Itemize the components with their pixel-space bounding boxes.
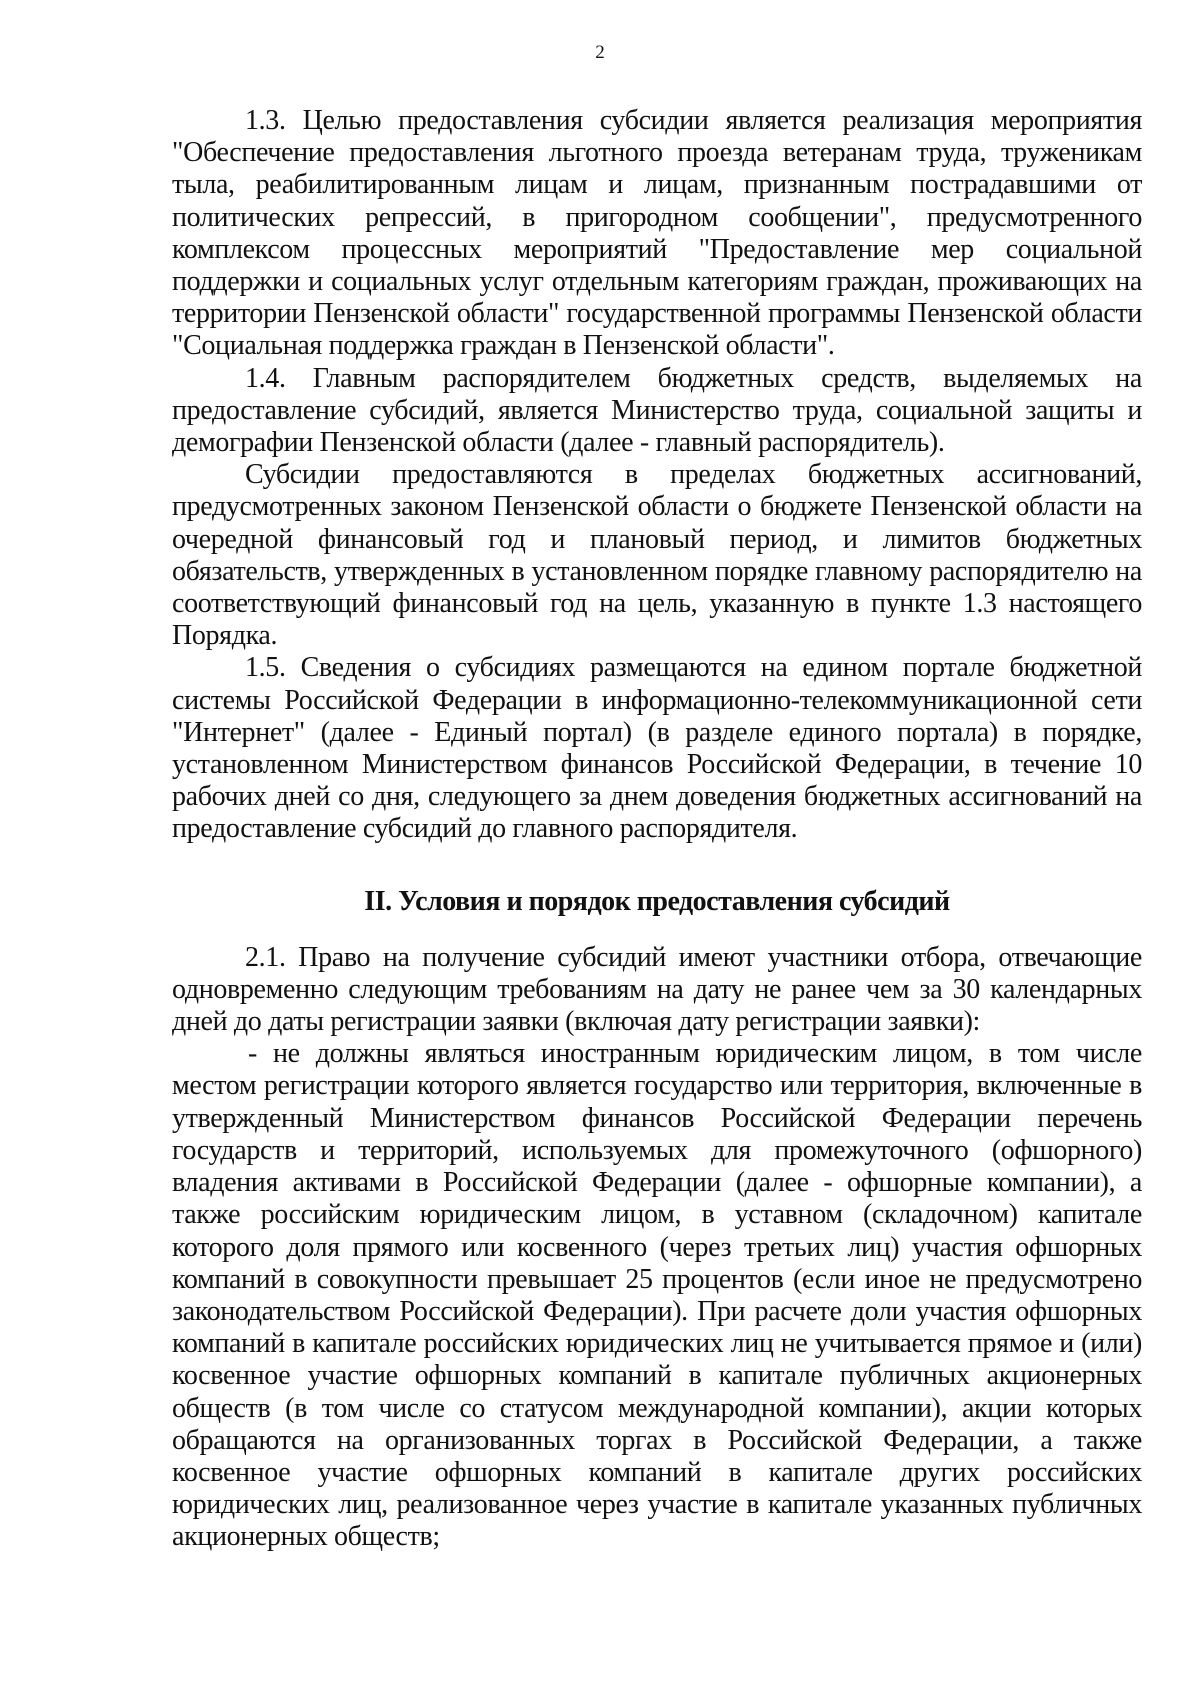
paragraph-2-1: 2.1. Право на получение субсидий имеют участники отбора, отвечающие одновременно следующим требованиям на дату не ранее чем за 30 календарных дней до даты регистрации заявки (включая дату регистрации заявки): (172, 941, 1142, 1038)
paragraph-1-5: 1.5. Сведения о субсидиях размещаются на едином портале бюджетной системы Российской Федерации в информационно-телекоммуникационной сети "Интернет" (далее - Единый портал) (в разделе единого портала) в порядке, установленном Министерством финансов Российской Федерации, в течение 10 рабочих дней со дня, следующего за днем доведения бюджетных ассигнований на предоставление субсидий до главного распорядителя. (172, 652, 1142, 845)
paragraph-1-4-subsidies: Субсидии предоставляются в пределах бюджетных ассигнований, предусмотренных законом Пензенской области о бюджете Пензенской области на очередной финансовый год и плановый период, и лимитов бюджетных обязательств, утвержденных в установленном порядке главному распорядителю на соответствующий финансовый год на цель, указанную в пункте 1.3 настоящего Порядка. (172, 459, 1142, 652)
document-body (172, 105, 1142, 1554)
list-item-requirement: - не должны являться иностранным юридическим лицом, в том числе местом регистрации которого является государство или территория, включенные в утвержденный Министерством финансов Российской Федерации перечень государств и территорий, используемых для промежуточного (офшорного) владения активами в Российской Федерации (далее - офшорные компании), а также российским юридическим лицом, в уставном (складочном) капитале которого доля прямого или косвенного (через третьих лиц) участия офшорных компаний в совокупности превышает 25 процентов (если иное не предусмотрено законодательством Российской Федерации). При расчете доли участия офшорных компаний в капитале российских юридических лиц не учитывается прямое и (или) косвенное участие офшорных компаний в капитале публичных акционерных обществ (в том числе со статусом международной компании), акции которых обращаются на организованных торгах в Российской Федерации, а также косвенное участие офшорных компаний в капитале других российских юридических лиц, реализованное через участие в капитале указанных публичных акционерных обществ; (172, 1038, 1142, 1553)
section-heading: II. Условия и порядок предоставления субсидий (364, 885, 950, 917)
paragraph-1-3: 1.3. Целью предоставления субсидии является реализация мероприятия "Обеспечение предоставления льготного проезда ветеранам труда, труженикам тыла, реабилитированным лицам и лицам, признанным пострадавшими от политических репрессий, в пригородном сообщении", предусмотренного комплексом процессных мероприятий "Предоставление мер социальной поддержки и социальных услуг отдельным категориям граждан, проживающих на территории Пензенской области" государственной программы Пензенской области "Социальная поддержка граждан в Пензенской области". (172, 105, 1142, 362)
page-number: 2 (595, 42, 605, 63)
paragraph-1-4: 1.4. Главным распорядителем бюджетных средств, выделяемых на предоставление субсидий, является Министерство труда, социальной защиты и демографии Пензенской области (далее - главный распорядитель). (172, 362, 1142, 459)
